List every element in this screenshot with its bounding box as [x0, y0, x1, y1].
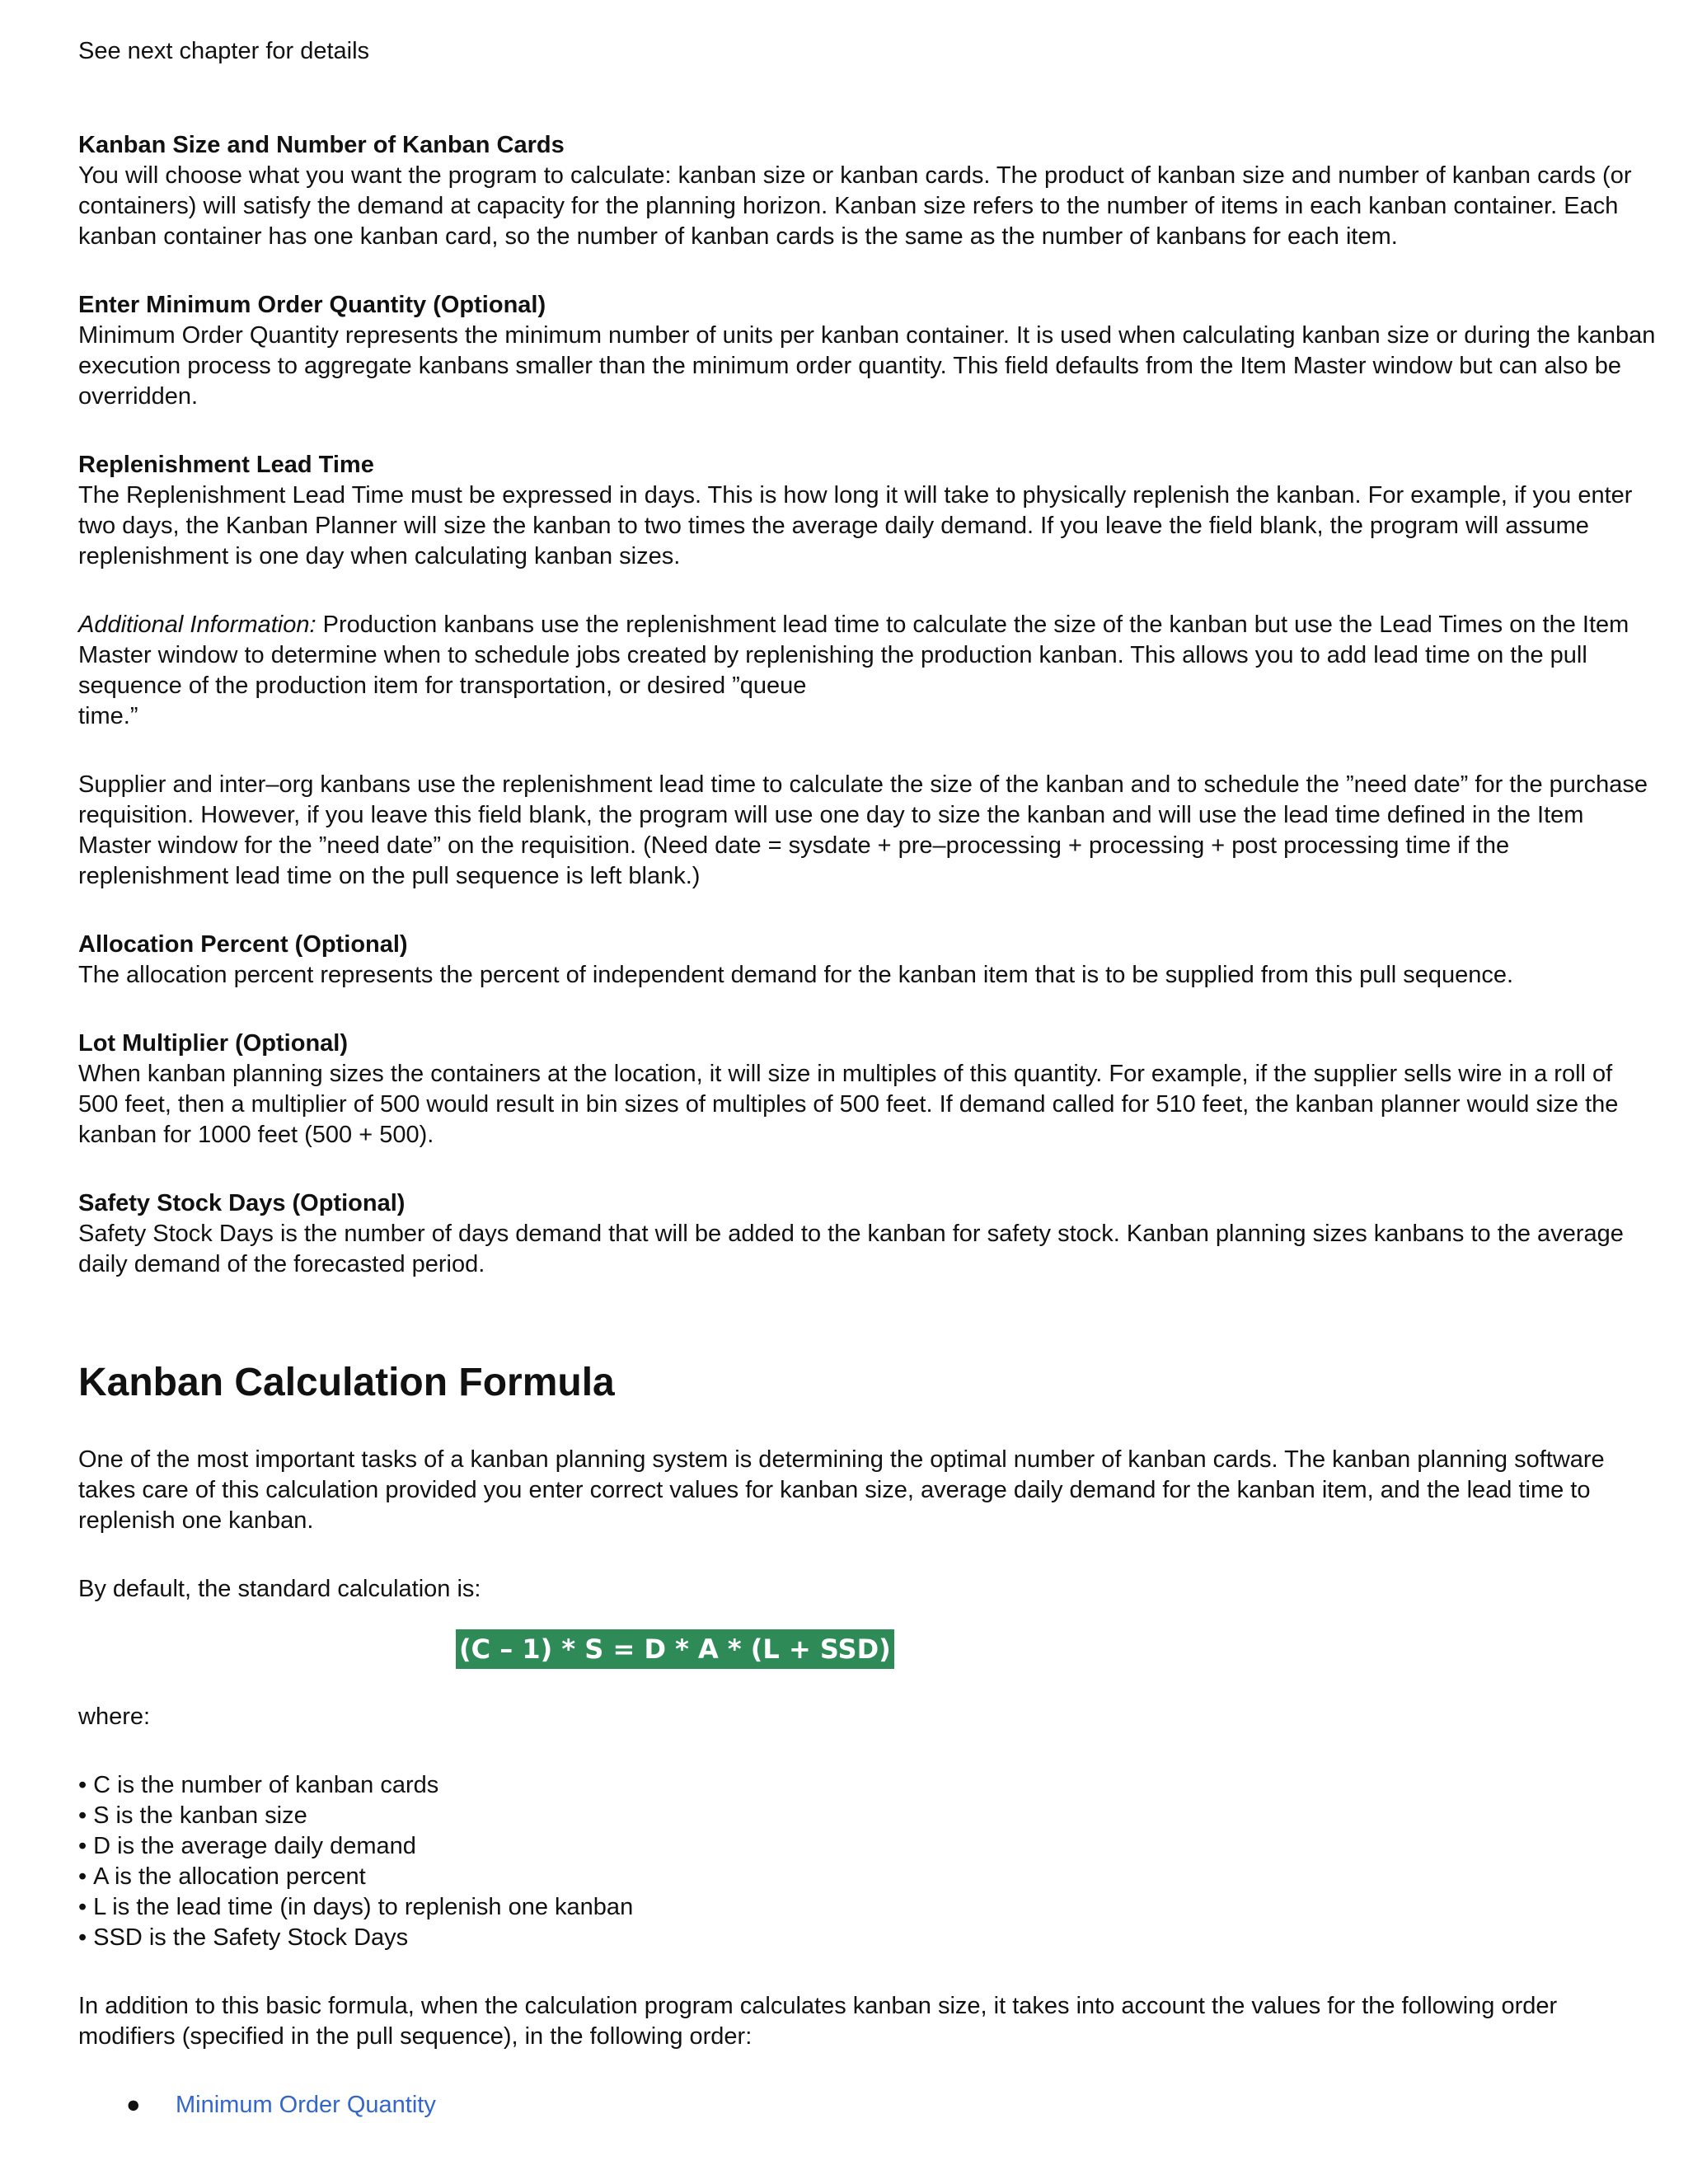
intro-line: See next chapter for details — [78, 38, 370, 64]
section-title: Safety Stock Days (Optional) — [78, 1190, 406, 1216]
formula-intro-paragraph — [78, 1445, 1657, 1536]
list-item: • D is the average daily demand — [78, 1831, 1657, 1862]
additional-information-label: Additional Information: — [78, 612, 316, 638]
modifier-list — [78, 2090, 1657, 2121]
section-body: Minimum Order Quantity represents the minimum number of units per kanban container. It is used when calculating kanban size or during the kanban execution process to aggregate kanbans smaller than the minimum order quantity. This field defaults from the Item Master window but can also be overridden. — [78, 322, 1656, 410]
formula-container — [456, 1629, 1657, 1669]
section-kanban-size — [78, 130, 1657, 252]
modifiers-intro-paragraph — [78, 1991, 1657, 2052]
section-body: Safety Stock Days is the number of days demand that will be added to the kanban for safety stock. Kanban planning sizes kanbans to the average daily demand of the forecasted period. — [78, 1221, 1624, 1277]
section-body: When kanban planning sizes the containers at the location, it will size in multiples of this quantity. For example, if the supplier sells wire in a roll of 500 feet, then a multiplier of 500 would result in bin sizes of multiples of 500 feet. If demand called for 510 feet, the kanban planner would size the kanban for 1000 feet (500 + 500). — [78, 1061, 1619, 1148]
additional-information-body: Production kanbans use the replenishment lead time to calculate the size of the kanban but use the Lead Times on the Item Master window to determine when to schedule jobs created by replenishing the production kanban. This allows you to add lead time on the pull sequence of the production item for transportation, or desired ”queue — [78, 612, 1629, 699]
list-item: • A is the allocation percent — [78, 1862, 1657, 1892]
list-item — [126, 2090, 1657, 2121]
supplier-text: Supplier and inter–org kanbans use the replenishment lead time to calculate the size of the kanban and to schedule the ”need date” for the purchase requisition. However, if you leave this field blank, the program will use one day to size the kanban and will use the lead time defined in the Item Master window for the ”need date” on the requisition. (Need date = sysdate + pre–processing + processing + post processing time if the replenishment lead time on the pull sequence is left blank.) — [78, 771, 1648, 889]
list-item: • SSD is the Safety Stock Days — [78, 1923, 1657, 1953]
additional-information-text — [78, 610, 1657, 732]
section-body: You will choose what you want the program to calculate: kanban size or kanban cards. The product of kanban size and number of kanban cards (or containers) will satisfy the demand at capacity for the planning horizon. Kanban size refers to the number of items in each kanban container. Each kanban container has one kanban card, so the number of kanban cards is the same as the number of kanbans for each item. — [78, 162, 1632, 250]
list-item: • L is the lead time (in days) to replenish one kanban — [78, 1892, 1657, 1923]
document-page — [78, 36, 1657, 2121]
variable-list — [78, 1770, 1657, 1953]
formula-heading: Kanban Calculation Formula — [78, 1361, 615, 1404]
modifiers-intro-text: In addition to this basic formula, when the calculation program calculates kanban size, it takes into account the values for the following order modifiers (specified in the pull sequence), in the following order: — [78, 1993, 1558, 2050]
additional-information-paragraph — [78, 610, 1657, 732]
section-allocation-percent — [78, 930, 1657, 991]
section-safety-stock-days — [78, 1188, 1657, 1280]
additional-information-end: time.” — [78, 703, 138, 729]
minimum-order-quantity-link[interactable]: Minimum Order Quantity — [176, 2092, 436, 2118]
section-body: The Replenishment Lead Time must be expressed in days. This is how long it will take to physically replenish the kanban. For example, if you enter two days, the Kanban Planner will size the kanban to two times the average daily demand. If you leave the field blank, the program will assume replenishment is one day when calculating kanban sizes. — [78, 482, 1633, 569]
section-replenishment-lead-time — [78, 450, 1657, 572]
section-title: Kanban Size and Number of Kanban Cards — [78, 132, 565, 158]
list-item: • C is the number of kanban cards — [78, 1770, 1657, 1801]
where-label: where: — [78, 1704, 151, 1730]
list-item: • S is the kanban size — [78, 1801, 1657, 1831]
default-calculation-line: By default, the standard calculation is: — [78, 1576, 481, 1602]
section-title: Enter Minimum Order Quantity (Optional) — [78, 292, 546, 318]
section-lot-multiplier — [78, 1029, 1657, 1151]
supplier-paragraph — [78, 770, 1657, 892]
formula-intro-text: One of the most important tasks of a kanban planning system is determining the optimal number of kanban cards. The kanban planning software takes care of this calculation provided you enter correct values for kanban size, average daily demand for the kanban item, and the lead time to replenish one kanban. — [78, 1446, 1605, 1534]
section-title: Replenishment Lead Time — [78, 452, 374, 478]
section-title: Allocation Percent (Optional) — [78, 931, 408, 958]
section-title: Lot Multiplier (Optional) — [78, 1030, 349, 1057]
bullet-icon: ● — [126, 2092, 141, 2118]
section-body: The allocation percent represents the percent of independent demand for the kanban item that is to be supplied from this pull sequence. — [78, 962, 1514, 988]
formula-box: (C – 1) * S = D * A * (L + SSD) — [456, 1629, 894, 1669]
section-min-order-qty — [78, 290, 1657, 412]
